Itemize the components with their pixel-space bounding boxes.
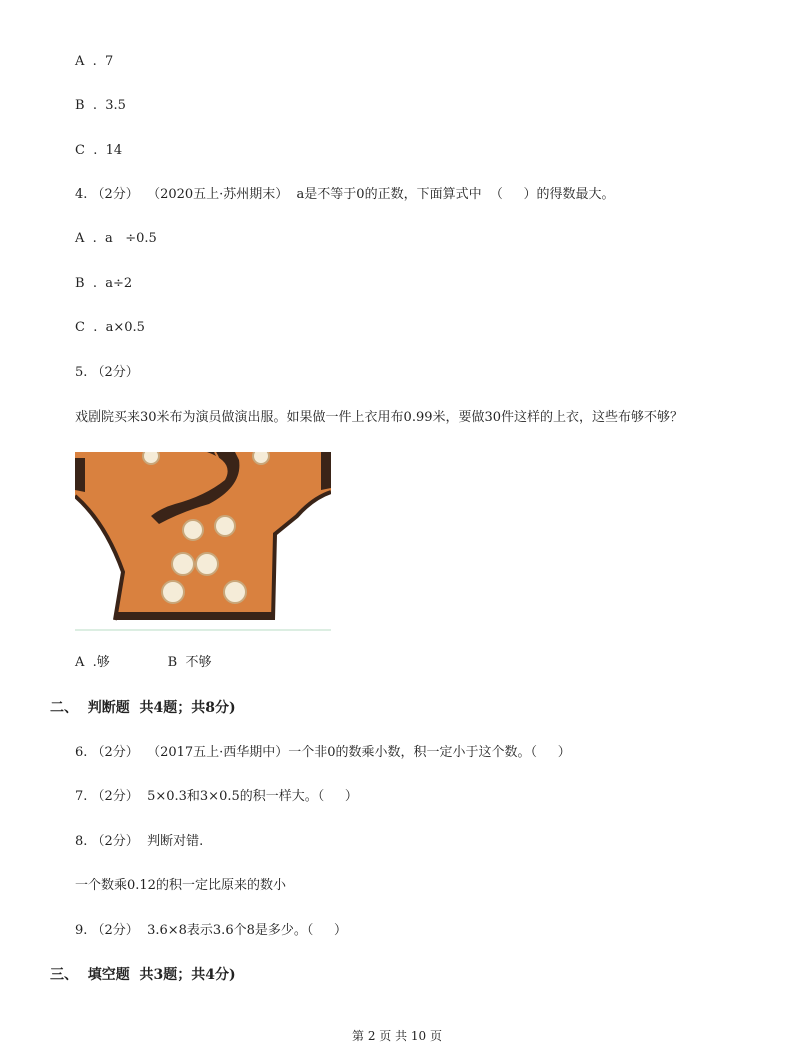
- page-footer: 第 2 页 共 10 页: [352, 1029, 442, 1043]
- q5-body: 戏剧院买来30米布为演员做演出服。如果做一件上衣用布0.99米，要做30件这样的上衣，这些布够不够？: [75, 410, 684, 425]
- q4-stem: 4. （2分） （2020五上·苏州期末） a是不等于0的正数，下面算式中 （ ）的得数最大。: [75, 187, 615, 202]
- q3-option-a: A . 7: [75, 54, 114, 69]
- q3-option-c: C . 14: [75, 143, 123, 158]
- q7: 7. （2分） 5×0.3和3×0.5的积一样大。（ ）: [75, 789, 358, 804]
- q4-option-a: A . a ÷0.5: [75, 231, 157, 246]
- q5-stem: 5. （2分）: [75, 365, 139, 380]
- q5-options: A .够 B 不够: [75, 655, 212, 670]
- q8-body: 一个数乘0.12的积一定比原来的数小: [75, 878, 286, 893]
- q4-option-b: B . a÷2: [75, 276, 133, 291]
- q6: 6. （2分） （2017五上·西华期中）一个非0的数乘小数，积一定小于这个数。（ ）: [75, 745, 571, 760]
- q3-option-b: B . 3.5: [75, 98, 126, 113]
- q9: 9. （2分） 3.6×8表示3.6个8是多少。（ ）: [75, 923, 348, 938]
- q4-option-c: C . a×0.5: [75, 320, 145, 335]
- section-heading-3: 三、 填空题 共3题；共4分): [50, 967, 236, 983]
- section-heading-2: 二、 判断题 共4题；共8分): [50, 700, 236, 716]
- robe-illustration: [75, 452, 331, 632]
- q8-stem: 8. （2分） 判断对错.: [75, 834, 204, 849]
